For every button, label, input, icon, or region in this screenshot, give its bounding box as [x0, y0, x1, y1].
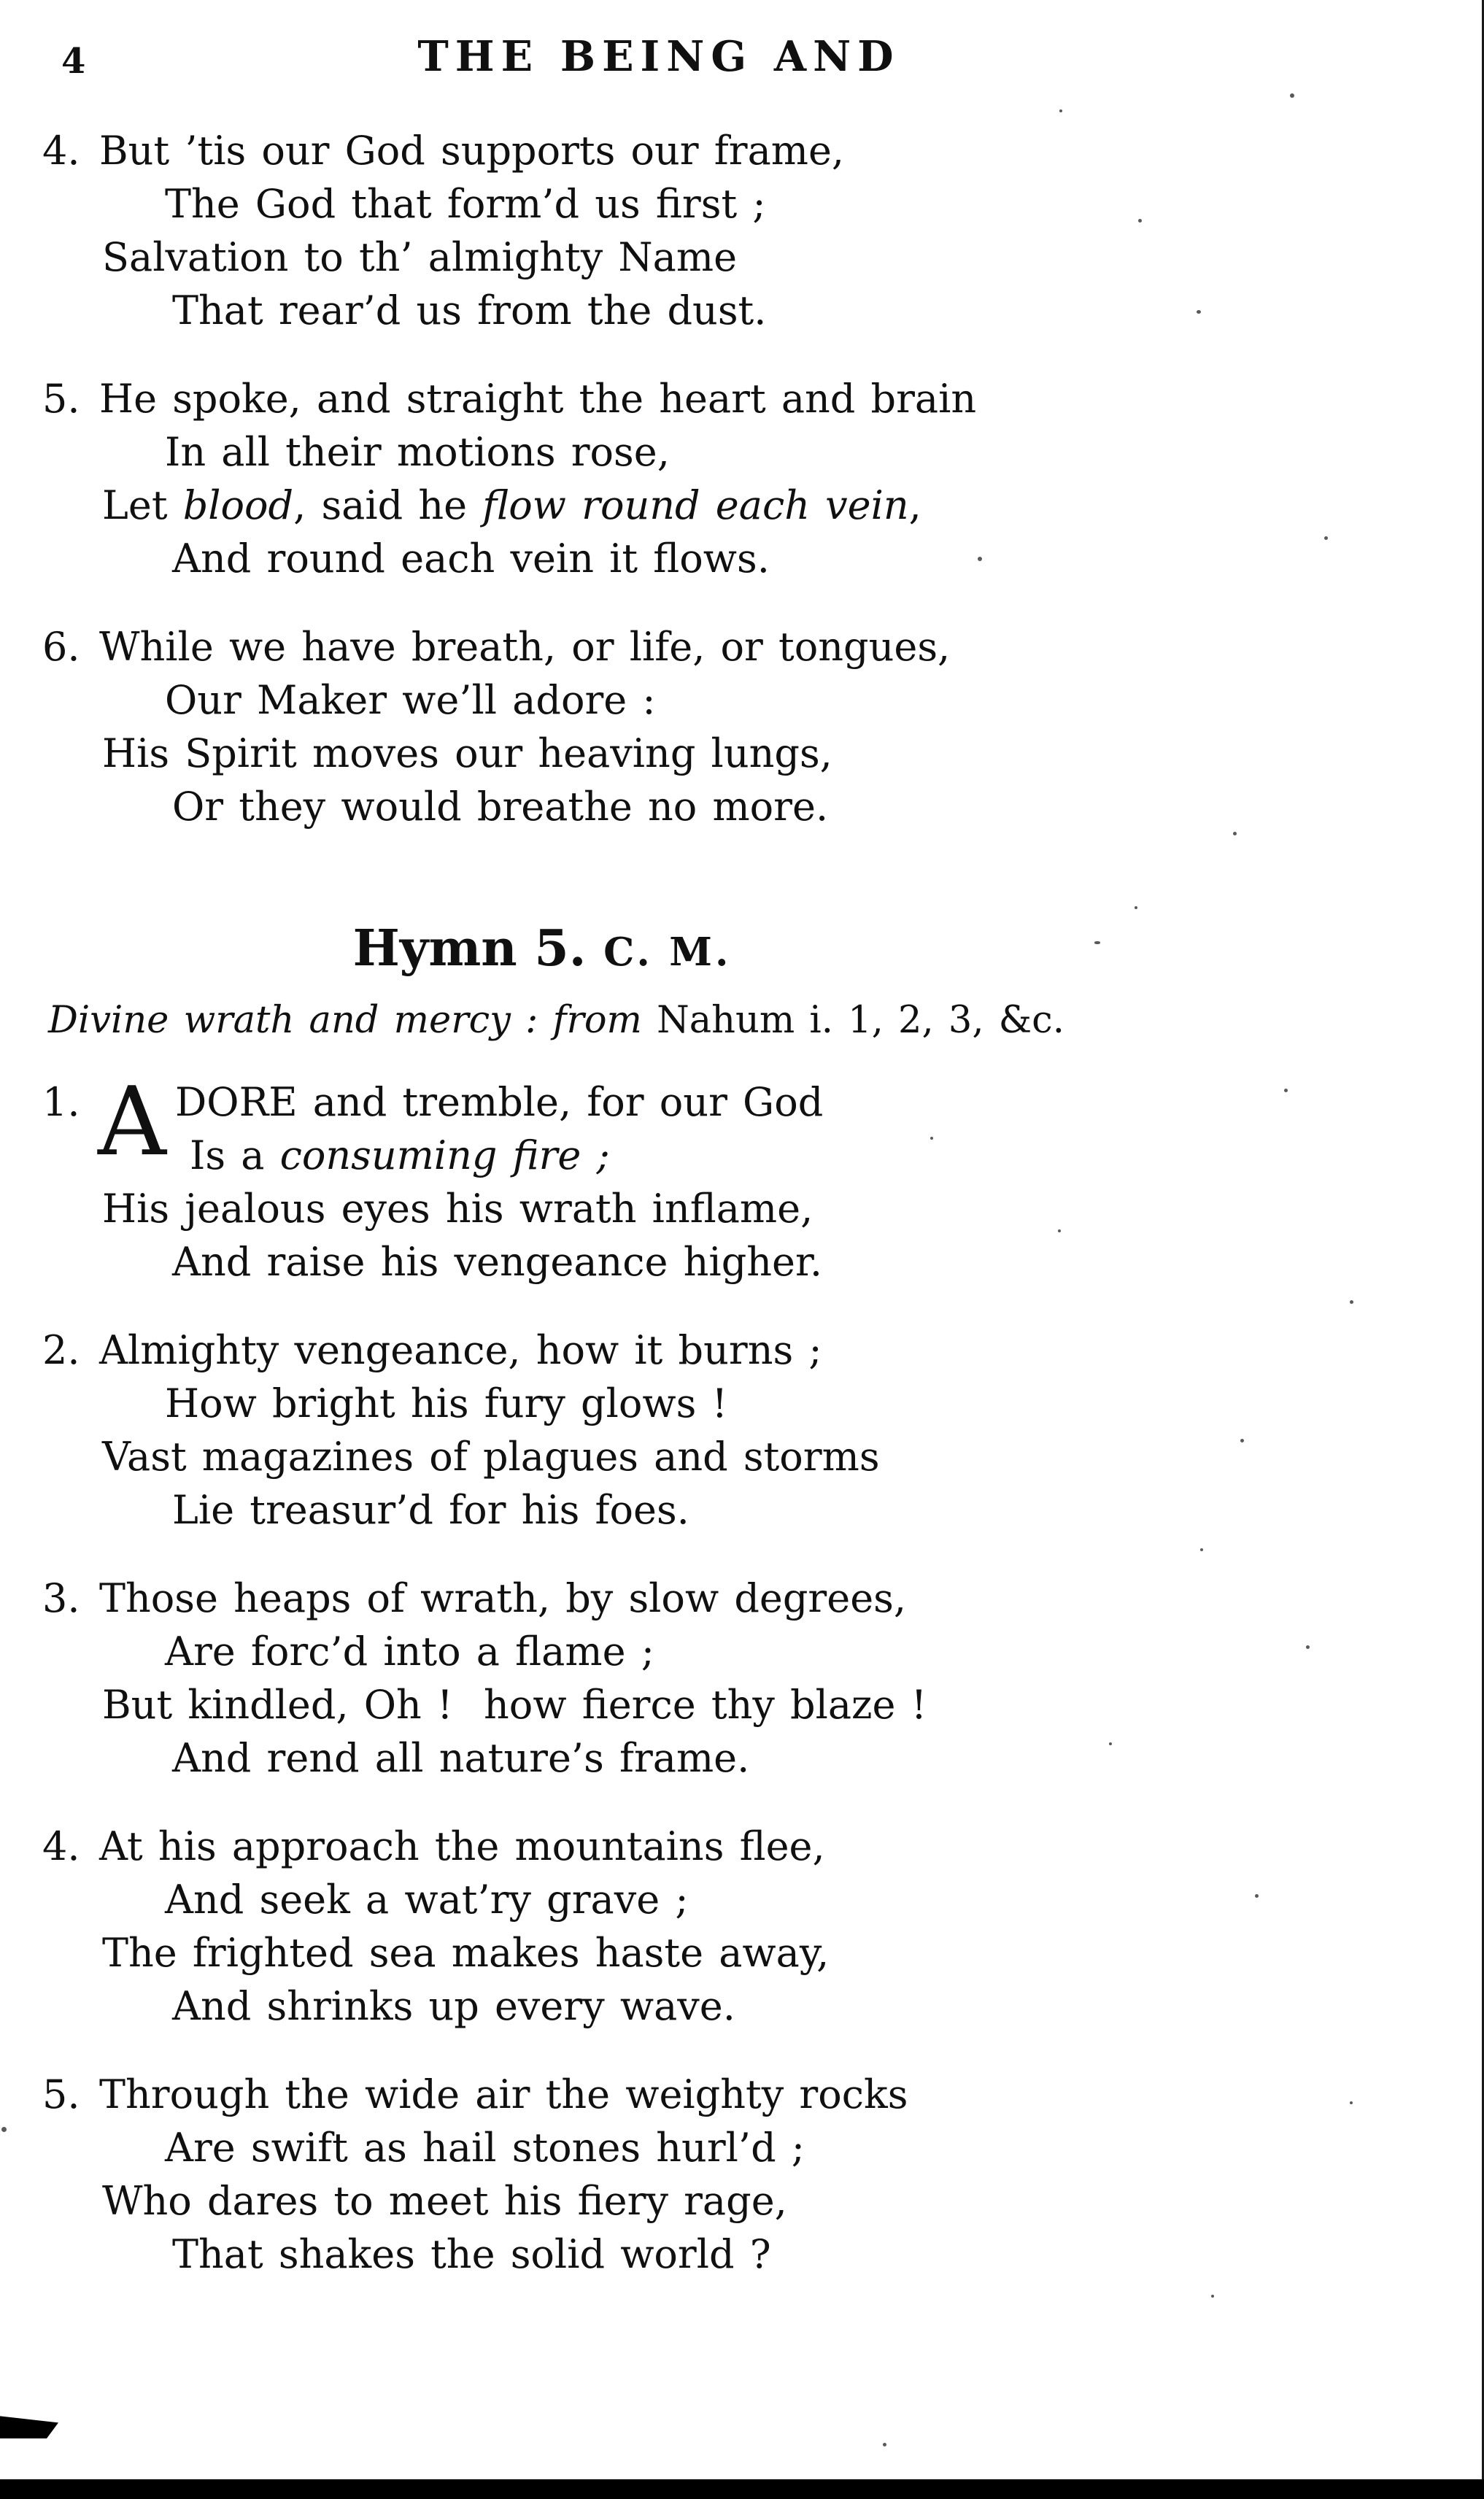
- scan-bottom-bar: [0, 2479, 1484, 2499]
- verse-line: But kindled, Oh ! how fierce thy blaze !: [102, 1682, 927, 1728]
- scan-speck: [1094, 941, 1100, 944]
- verse-line: And raise his vengeance higher.: [172, 1239, 823, 1285]
- verse-line: Let blood, said he flow round each vein,: [102, 482, 921, 528]
- scan-speck: [1284, 1089, 1288, 1092]
- verse-number: 4.: [42, 1823, 80, 1869]
- verse-line: How bright his fury glows !: [165, 1380, 728, 1426]
- hymn-heading-main: Hymn 5.: [352, 919, 587, 978]
- verse-number: 2.: [42, 1327, 80, 1373]
- hymn5-section: [42, 919, 1115, 2281]
- verse-line: 4. At his approach the mountains flee,: [42, 1820, 1115, 1873]
- verse-line: Or they would breathe no more.: [172, 784, 829, 830]
- scan-speck: [1058, 1229, 1061, 1232]
- hymn-verse: [42, 620, 1115, 833]
- verse-line: And shrinks up every wave.: [172, 1983, 735, 2029]
- verse-line: Are swift as hail stones hurl’d ;: [165, 2125, 805, 2171]
- verse-line: That rear’d us from the dust.: [172, 287, 767, 333]
- verse-line: 5. Through the wide air the weighty rocks: [42, 2068, 1115, 2121]
- verse-line: 1. A DORE and tremble, for our God: [42, 1066, 824, 1177]
- verse-line: 5. He spoke, and straight the heart and brain: [42, 372, 1115, 425]
- scan-speck: [883, 2443, 886, 2446]
- hymn5-verses: [42, 1066, 1115, 2281]
- hymn-heading: [6, 919, 1078, 978]
- verse-line: And rend all nature’s frame.: [172, 1735, 750, 1781]
- scan-speck: [1059, 109, 1062, 112]
- hymn-subtitle: Divine wrath and mercy : from Nahum i. 1, 2, 3, &c.: [48, 999, 1064, 1042]
- verse-line: Is a consuming fire ;: [190, 1132, 610, 1178]
- hymn-verse: [42, 1324, 1115, 1537]
- verse-number: 4.: [42, 128, 80, 174]
- verse-line: Vast magazines of plagues and storms: [102, 1434, 880, 1480]
- hymn-verse: [42, 2068, 1115, 2281]
- continued-hymn-verses: [42, 124, 1115, 833]
- verse-number: 3.: [42, 1575, 80, 1621]
- scan-speck: [1350, 1300, 1353, 1304]
- page-header: [42, 29, 1115, 102]
- verse-line: 2. Almighty vengeance, how it burns ;: [42, 1324, 1115, 1377]
- verse-line: Are forc’d into a flame ;: [165, 1629, 654, 1675]
- page-number: 4: [61, 41, 86, 82]
- verse-line: 3. Those heaps of wrath, by slow degrees,: [42, 1572, 1115, 1625]
- verse-number: 5.: [42, 376, 80, 422]
- scan-speck: [1138, 219, 1142, 223]
- hymn-verse: [42, 1572, 1115, 1785]
- text-column: [42, 29, 1115, 2316]
- verse-line: That shakes the solid world ?: [172, 2231, 771, 2277]
- verse-line: In all their motions rose,: [165, 429, 670, 475]
- hymn-verse: [42, 124, 1115, 337]
- verse-number: 5.: [42, 2071, 80, 2117]
- scan-speck: [1135, 906, 1137, 909]
- scan-speck: [1197, 310, 1201, 314]
- scan-speck: [930, 1137, 933, 1140]
- verse-number: 1.: [42, 1079, 80, 1125]
- hymn-verse: [42, 1820, 1115, 2033]
- scan-speck: [1324, 536, 1328, 540]
- scan-speck: [1109, 1742, 1112, 1745]
- verse-line: His jealous eyes his wrath inflame,: [102, 1186, 814, 1232]
- drop-cap: A: [98, 1066, 166, 1177]
- scan-speck: [1200, 1548, 1203, 1551]
- verse-line: And round each vein it flows.: [172, 536, 770, 582]
- scan-speck: [1, 2127, 7, 2132]
- verse-line: The frighted sea makes haste away,: [102, 1930, 830, 1976]
- verse-line: His Spirit moves our heaving lungs,: [102, 730, 832, 776]
- hymn-meter: C. M.: [603, 929, 732, 975]
- verse-line: Our Maker we’ll adore :: [165, 677, 656, 723]
- verse-line: 6. While we have breath, or life, or tongues,: [42, 620, 1115, 673]
- scan-speck: [1306, 1645, 1310, 1649]
- scan-speck: [1240, 1439, 1244, 1442]
- scan-speck: [978, 557, 982, 561]
- hymn-verse: [42, 1066, 1115, 1289]
- verse-line: Salvation to th’ almighty Name: [102, 234, 738, 280]
- scan-speck: [1211, 2295, 1214, 2298]
- scan-speck: [1290, 93, 1294, 98]
- verse-line: Who dares to meet his fiery rage,: [102, 2178, 787, 2224]
- scan-speck: [1233, 832, 1237, 835]
- verse-number: 6.: [42, 624, 80, 670]
- running-header: THE BEING AND: [417, 32, 900, 81]
- verse-line: The God that form’d us first ;: [165, 181, 766, 227]
- verse-line: 4. But ’tis our God supports our frame,: [42, 124, 1115, 177]
- verse-line: And seek a wat’ry grave ;: [165, 1877, 689, 1923]
- scan-speck: [1350, 2101, 1353, 2104]
- scan-speck: [1255, 1894, 1259, 1898]
- scan-ink-blob: [0, 2412, 58, 2438]
- verse-line: Lie treasur’d for his foes.: [172, 1487, 689, 1533]
- hymn-verse: [42, 372, 1115, 585]
